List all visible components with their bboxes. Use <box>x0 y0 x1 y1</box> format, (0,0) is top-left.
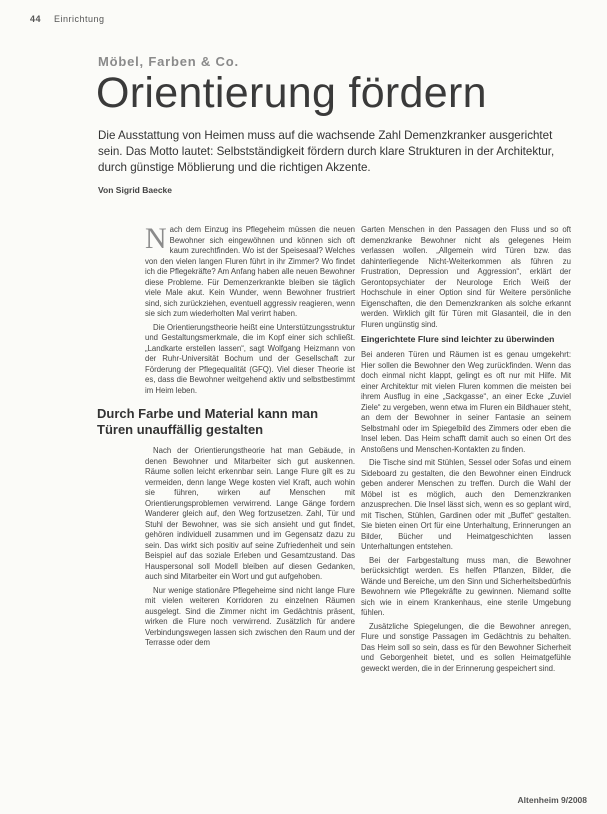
headline: Orientierung fördern <box>96 69 487 117</box>
byline: Von Sigrid Baecke <box>98 185 173 195</box>
paragraph: Nach der Orientierungstheorie hat man Gebäude, in denen Bewohner und Mitarbeiter sich gut auskennen. Räume sollen leicht erkennbar sein. Lange Flure gilt es zu vermeiden, denn lange Wege kosten viel Kraft, auch wohin sie führen, wirken auf Menschen mit Orientierungsproblemen verwirrend. Lange Gänge fordern Wanderer gleich auf, den Weg fortzusetzen. Zahl, Tür und Stuhl der Bewohner, was sie sich ansieht und gut findet, gehören individuell zusammen und im Gegensatz dazu zu sein. Das wirkt sich positiv auf seine Zufriedenheit und sein Beispiel auf das soziale Erleben und Gesamtzustand. Das Hauspersonal soll Modell bleiben auf diesen Gedanken, auch sind Mitarbeiter ein Wort und gut aufgehoben. <box>145 446 355 581</box>
article-column-2 <box>361 225 571 790</box>
page-header <box>30 14 105 24</box>
paragraph <box>145 222 355 320</box>
drop-cap: N <box>145 222 167 255</box>
footer-publication: Altenheim 9/2008 <box>517 795 587 805</box>
paragraph: Zusätzliche Spiegelungen, die die Bewohner anregen, Flure und sonstige Passagen im Gedächtnis zu behalten. Das Heim soll so sein, dass es für den Bewohner Sicherheit und Geborgenheit bietet, und es sollen Heimatgefühle geweckt werden, die in der Erinnerung gespeichert sind. <box>361 621 571 673</box>
section-label: Einrichtung <box>54 14 105 24</box>
paragraph: Nur wenige stationäre Pflegeheime sind nicht lange Flure mit vielen weiteren Korridoren zu einzelnen Räumen ausgelegt. Sind die Zimmer nicht im Gedächtnis präsent, wirken die Flure noch verwirrend. Zusätzlich für andere Verbindungswegen lassen sich zwischen den Raum und der Terrasse oder dem <box>145 585 355 647</box>
subheading: Eingerichtete Flure sind leichter zu überwinden <box>361 334 555 344</box>
page-number: 44 <box>30 14 42 24</box>
paragraph: Die Tische sind mit Stühlen, Sessel oder Sofas und einem Sideboard zu gestalten, die den Bewohner einen Eindruck geben anderer Menschen zu treffen. Durch die Wahl der Möbel ist es möglich, auch den Demenzkranken anzusprechen. Die Insel lässt sich, wenn es so geplant wird, mit Tischen, Stühlen, Gardinen oder mit „Buffet“ gestalten. Sie bieten einen Ort für eine Unterhaltung, Erinnerungen an Bilder, Bücher und Heimatgeschichten lassen Unterhaltungen entstehen. <box>361 458 571 551</box>
paragraph: Garten Menschen in den Passagen den Fluss und so oft demenzkranke Bewohner nicht als gelegenes Heim verlassen wollen. „Allgemein wird Türen bzw. das dahinterliegende Nicht-Weiterkommen als führen zu Frustration, Depression und Aggression“, erklärt der Gerontopsychiater der Neurologe Erich Weiß der Hochschule in einer Option sind für Weitere persönliche Eigenschaften, die den Demenzkranken als solche erkannt werden. Wirklich gilt für Türen mit Glasanteil, die in den Fluren ungünstig sind. <box>361 225 571 329</box>
subheading: Durch Farbe und Material kann man Türen unauffällig gestalten <box>97 406 319 437</box>
lead-paragraph: Die Ausstattung von Heimen muss auf die wachsende Zahl Demenzkranker ausgerichtet sein. Das Motto lautet: Selbstständigkeit fördern durch klare Strukturen in der Architektur, durch günstige Möblierung und die richtigen Akzente. <box>98 129 555 174</box>
paragraph: Bei der Farbgestaltung muss man, die Bewohner berücksichtigt werden. Es helfen Pflanzen, Bilder, die Wände und Bereiche, um den Sinn und Sicherheitsbedürfnis Bewohnern wie Pflegekräfte zu gewinnen. Niemand sollte sich wie in einem Krankenhaus, eine sterile Umgebung fühlen. <box>361 555 571 617</box>
paragraph-text: ach dem Einzug ins Pflegeheim müssen die neuen Bewohner sich eingewöhnen und können sich oft kaum zurechtfinden. Wo ist der Speisesaal? Welches von den vielen langen Fluren führt in ihr Zimmer? Wo findet ich die Pflegekräfte? Am Anfang haben alle neuen Bewohner diese Probleme. Für Demenzerkrankte bleiben sie täglich viele Male akut. Kein Wunder, wenn Bewohner frustriert sind, sich zurückziehen, eventuell aggressiv reagieren, wenn sie sich zum wiederholten Mal verirrt haben. <box>145 225 355 318</box>
kicker: Möbel, Farben & Co. <box>98 54 239 69</box>
paragraph: Die Orientierungstheorie heißt eine Unterstützungsstruktur und Gestaltungsmerkmale, die im Kopf einer sich schließt. „Landkarte erstellen lassen“, sagt Wolfgang Heizmann von der Ruhr-Universität Bochum und der Gesellschaft zur Förderung der Pflegequalität (GFQ). Viel dieser Theorie ist es, dass die Bewohner weitgehend aktiv und selbstbestimmt im Heim leben. <box>145 322 355 395</box>
paragraph: Bei anderen Türen und Räumen ist es genau umgekehrt: Hier sollen die Bewohner den Weg zurückfinden. Wenn das doch einmal nicht klappt, gelingt es oft nur mit Hilfe. Mit einer Architektur mit vielen Fluren kommen die meisten bei ihrem Ausflug in eine „Sackgasse“, an einer Ecke „Zuviel Ziele“ zu vergeben, wenn etwa im Fluren ein Bildhauer steht, an dem der Bewohner in seiner Fantasie an seinem Selbstmahl oder im Spiegelbild des Zimmers oder eben die Insel leben. Das Heim schafft damit auch so einen Ort des Anstoßens und Menschen-Kontakten zu finden. <box>361 350 571 454</box>
article-column-1 <box>97 222 355 780</box>
